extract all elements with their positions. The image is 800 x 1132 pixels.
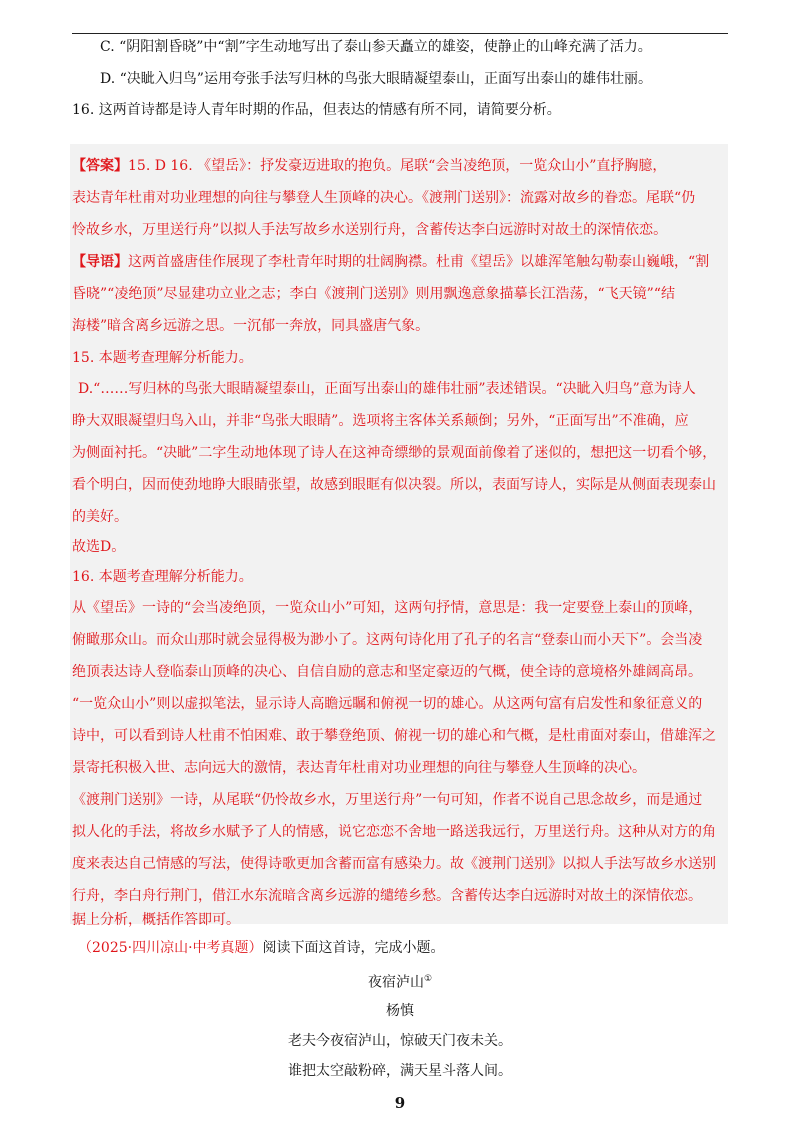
analysis-16-line-7: 《渡荆门送别》一诗，从尾联“仍怜故乡水，万里送行舟”一句可知，作者不说自己思念故乡，而是通过 bbox=[72, 792, 703, 808]
guide-label: 【导语】 bbox=[72, 254, 128, 270]
analysis-15-line-3: 为侧面衬托。“决眦”二字生动地体现了诗人在这神奇缥缈的景观面前像着了迷似的，想把这一切看个够， bbox=[72, 445, 717, 461]
page-number: 9 bbox=[394, 1094, 406, 1112]
analysis-16-line-2: 俯瞰那众山。而众山那时就会显得极为渺小了。这两句诗化用了孔子的名言“登泰山而小天下”。会当凌 bbox=[72, 632, 703, 648]
answer-line-1-text: 15. D 16. 《望岳》：抒发豪迈进取的抱负。尾联“会当凌绝顶，一览众山小”直抒胸臆， bbox=[128, 158, 667, 174]
analysis-15-heading: 15. 本题考查理解分析能力。 bbox=[72, 350, 253, 366]
poem-title bbox=[0, 968, 800, 994]
source-instruction: 阅读下面这首诗，完成小题。 bbox=[262, 940, 445, 956]
analysis-16-line-5: 诗中，可以看到诗人杜甫不怕困难、敢于攀登绝顶、俯视一切的雄心和气概，是杜甫面对泰山，借雄浑之 bbox=[72, 728, 716, 744]
poem-author: 杨慎 bbox=[386, 1003, 414, 1019]
analysis-15-line-1: D.“……写归林的鸟张大眼睛凝望泰山，正面写出泰山的雄伟壮丽”表述错误。“决眦入归鸟”意为诗人 bbox=[78, 381, 696, 397]
analysis-15-conclusion: 故选D。 bbox=[72, 539, 126, 555]
header-rule bbox=[72, 33, 728, 34]
source-line bbox=[78, 937, 445, 959]
analysis-16-line-4: “一览众山小”则以虚拟笔法，显示诗人高瞻远瞩和俯视一切的雄心。从这两句富有启发性和象征意义的 bbox=[72, 696, 703, 712]
guide-line-1-text: 这两首盛唐佳作展现了李杜青年时期的壮阔胸襟。杜甫《望岳》以雄浑笔触勾勒泰山巍峨，“割 bbox=[128, 254, 710, 270]
analysis-15-line-5: 的美好。 bbox=[72, 509, 128, 525]
poem-title-text: 夜宿泸山 bbox=[367, 974, 424, 991]
analysis-16-line-11: 据上分析，概括作答即可。 bbox=[72, 912, 240, 928]
analysis-16-heading: 16. 本题考查理解分析能力。 bbox=[72, 569, 253, 585]
analysis-16-line-10: 行舟，李白舟行荆门，借江水东流暗含离乡远游的缱绻乡愁。含蓄传达李白远游时对故土的深情依恋。 bbox=[72, 888, 702, 904]
option-c: C. “阴阳割昏晓”中“割”字生动地写出了泰山参天矗立的雄姿，使静止的山峰充满了活力。 bbox=[100, 39, 652, 55]
analysis-16-line-1: 从《望岳》一诗的“会当凌绝顶，一览众山小”可知，这两句抒情，意思是：我一定要登上泰山的顶峰， bbox=[72, 600, 703, 616]
answer-line-2: 表达青年杜甫对功业理想的向往与攀登人生顶峰的决心。《渡荆门送别》：流露对故乡的眷恋。尾联“仍 bbox=[72, 190, 696, 206]
footnote-mark: ① bbox=[423, 974, 433, 984]
analysis-16-line-8: 拟人化的手法，将故乡水赋予了人的情感，说它恋恋不舍地一路送我远行，万里送行舟。这种从对方的角 bbox=[72, 824, 716, 840]
answer-line-1 bbox=[72, 155, 666, 177]
answer-line-3: 怜故乡水，万里送行舟”以拟人手法写故乡水送别行舟，含蓄传达李白远游时对故土的深情依恋。 bbox=[72, 222, 668, 238]
analysis-15-line-4: 看个明白，因而使劲地睁大眼睛张望，故感到眼眶有似决裂。所以，表面写诗人，实际是从侧面表现泰山 bbox=[72, 477, 716, 493]
analysis-16-line-3: 绝顶表达诗人登临泰山顶峰的决心、自信自励的意志和坚定豪迈的气概，使全诗的意境格外雄阔高昂。 bbox=[72, 664, 702, 680]
guide-line-1 bbox=[72, 251, 709, 273]
source-tag: （2025·四川凉山·中考真题） bbox=[78, 940, 263, 956]
poem-line-1: 老夫今夜宿泸山，惊破天门夜未关。 bbox=[288, 1033, 512, 1049]
answer-label: 【答案】 bbox=[72, 158, 128, 174]
guide-line-3: 海楼”暗含离乡远游之思。一沉郁一奔放，同具盛唐气象。 bbox=[72, 318, 430, 334]
guide-line-2: 昏晓”“凌绝顶”尽显建功立业之志；李白《渡荆门送别》则用飘逸意象描摹长江浩荡，“飞天镜”“结 bbox=[72, 286, 675, 302]
analysis-16-line-6: 景寄托积极入世、志向远大的激情，表达青年杜甫对功业理想的向往与攀登人生顶峰的决心。 bbox=[72, 760, 646, 776]
analysis-16-line-9: 度来表达自己情感的写法，使得诗歌更加含蓄而富有感染力。故《渡荆门送别》以拟人手法写故乡水送别 bbox=[72, 856, 716, 872]
analysis-15-line-2: 睁大双眼凝望归鸟入山，并非“鸟张大眼睛”。选项将主客体关系颠倒；另外，“正面写出”不准确，应 bbox=[72, 413, 689, 429]
option-d: D. “决眦入归鸟”运用夸张手法写归林的鸟张大眼睛凝望泰山，正面写出泰山的雄伟壮丽。 bbox=[100, 71, 652, 87]
poem-line-2: 谁把太空敲粉碎，满天星斗落人间。 bbox=[288, 1063, 512, 1079]
question-16: 16. 这两首诗都是诗人青年时期的作品，但表达的情感有所不同，请简要分析。 bbox=[72, 102, 561, 118]
